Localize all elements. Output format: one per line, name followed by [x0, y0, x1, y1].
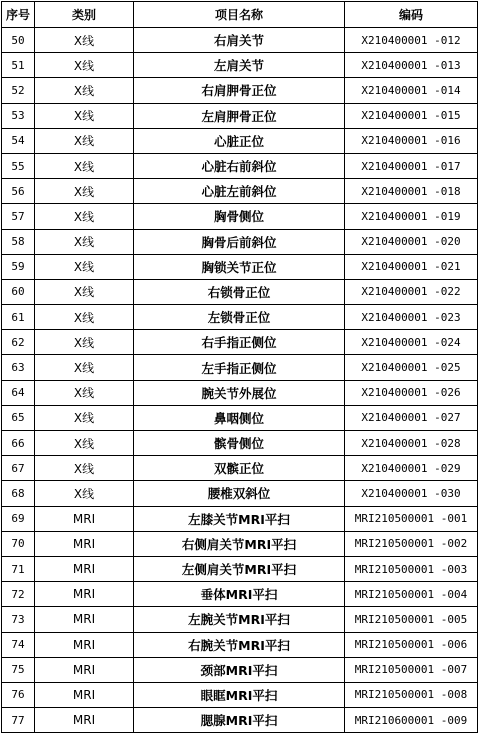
row-name-cell: 左手指正侧位 [134, 355, 345, 380]
row-seq-cell: 63 [2, 355, 35, 380]
table-row [2, 153, 478, 178]
row-name-cell: 胸骨侧位 [134, 204, 345, 229]
row-code-cell: X210400001 -030 [345, 481, 478, 506]
row-name-cell: 双髌正位 [134, 456, 345, 481]
table-row [2, 682, 478, 707]
row-code-cell: X210400001 -012 [345, 28, 478, 53]
row-code-cell: MRI210500001 -005 [345, 607, 478, 632]
row-code-cell: X210400001 -028 [345, 431, 478, 456]
row-code-cell: X210400001 -020 [345, 229, 478, 254]
row-name-cell: 左腕关节MRI平扫 [134, 607, 345, 632]
row-code-cell: X210400001 -017 [345, 153, 478, 178]
row-name-cell: 右肩胛骨正位 [134, 78, 345, 103]
row-category-cell: X线 [35, 456, 134, 481]
row-seq-cell: 51 [2, 53, 35, 78]
row-name-cell: 心脏右前斜位 [134, 153, 345, 178]
row-seq-cell: 55 [2, 153, 35, 178]
row-category-cell: X线 [35, 229, 134, 254]
row-category-cell: MRI [35, 632, 134, 657]
row-name-cell: 右手指正侧位 [134, 330, 345, 355]
table-row [2, 582, 478, 607]
row-category-cell: X线 [35, 179, 134, 204]
row-name-cell: 胸骨后前斜位 [134, 229, 345, 254]
table-row [2, 254, 478, 279]
table-row [2, 53, 478, 78]
header-seq: 序号 [2, 2, 35, 28]
table-row [2, 405, 478, 430]
row-category-cell: MRI [35, 556, 134, 581]
row-seq-cell: 68 [2, 481, 35, 506]
table-row [2, 506, 478, 531]
table-row [2, 179, 478, 204]
row-category-cell: MRI [35, 682, 134, 707]
row-seq-cell: 76 [2, 682, 35, 707]
row-category-cell: X线 [35, 380, 134, 405]
row-code-cell: X210400001 -026 [345, 380, 478, 405]
row-seq-cell: 75 [2, 657, 35, 682]
items-table [1, 1, 478, 733]
row-seq-cell: 61 [2, 305, 35, 330]
row-seq-cell: 65 [2, 405, 35, 430]
table-row [2, 305, 478, 330]
row-code-cell: X210400001 -021 [345, 254, 478, 279]
row-name-cell: 左侧肩关节MRI平扫 [134, 556, 345, 581]
row-seq-cell: 60 [2, 279, 35, 304]
row-code-cell: X210400001 -029 [345, 456, 478, 481]
row-name-cell: 左膝关节MRI平扫 [134, 506, 345, 531]
table-row [2, 657, 478, 682]
row-code-cell: X210400001 -022 [345, 279, 478, 304]
row-name-cell: 髌骨侧位 [134, 431, 345, 456]
row-seq-cell: 77 [2, 708, 35, 733]
row-name-cell: 右肩关节 [134, 28, 345, 53]
table-row [2, 556, 478, 581]
table-row [2, 78, 478, 103]
row-name-cell: 垂体MRI平扫 [134, 582, 345, 607]
row-name-cell: 腕关节外展位 [134, 380, 345, 405]
row-category-cell: MRI [35, 607, 134, 632]
table-row [2, 103, 478, 128]
row-name-cell: 心脏左前斜位 [134, 179, 345, 204]
row-code-cell: X210400001 -016 [345, 128, 478, 153]
row-seq-cell: 62 [2, 330, 35, 355]
row-category-cell: X线 [35, 279, 134, 304]
row-category-cell: X线 [35, 305, 134, 330]
row-seq-cell: 58 [2, 229, 35, 254]
row-name-cell: 腮腺MRI平扫 [134, 708, 345, 733]
table-row [2, 531, 478, 556]
row-seq-cell: 71 [2, 556, 35, 581]
row-category-cell: X线 [35, 78, 134, 103]
row-category-cell: X线 [35, 405, 134, 430]
table-row [2, 355, 478, 380]
header-code: 编码 [345, 2, 478, 28]
row-code-cell: MRI210500001 -002 [345, 531, 478, 556]
row-name-cell: 胸锁关节正位 [134, 254, 345, 279]
row-name-cell: 腰椎双斜位 [134, 481, 345, 506]
row-code-cell: X210400001 -024 [345, 330, 478, 355]
row-category-cell: X线 [35, 153, 134, 178]
table-row [2, 330, 478, 355]
row-code-cell: X210400001 -013 [345, 53, 478, 78]
row-code-cell: X210400001 -014 [345, 78, 478, 103]
row-seq-cell: 56 [2, 179, 35, 204]
table-row [2, 708, 478, 733]
row-name-cell: 右侧肩关节MRI平扫 [134, 531, 345, 556]
table-row [2, 229, 478, 254]
table-row [2, 28, 478, 53]
row-code-cell: MRI210500001 -004 [345, 582, 478, 607]
row-seq-cell: 73 [2, 607, 35, 632]
row-category-cell: MRI [35, 657, 134, 682]
row-category-cell: MRI [35, 506, 134, 531]
row-seq-cell: 66 [2, 431, 35, 456]
row-name-cell: 左肩关节 [134, 53, 345, 78]
row-category-cell: X线 [35, 28, 134, 53]
table-row [2, 279, 478, 304]
row-seq-cell: 69 [2, 506, 35, 531]
row-code-cell: X210400001 -015 [345, 103, 478, 128]
table-row [2, 128, 478, 153]
row-code-cell: X210400001 -018 [345, 179, 478, 204]
row-category-cell: MRI [35, 708, 134, 733]
row-category-cell: X线 [35, 128, 134, 153]
row-code-cell: MRI210500001 -006 [345, 632, 478, 657]
row-category-cell: MRI [35, 582, 134, 607]
row-code-cell: MRI210500001 -003 [345, 556, 478, 581]
table-row [2, 632, 478, 657]
row-seq-cell: 59 [2, 254, 35, 279]
row-category-cell: X线 [35, 53, 134, 78]
row-seq-cell: 57 [2, 204, 35, 229]
row-name-cell: 颈部MRI平扫 [134, 657, 345, 682]
row-code-cell: MRI210500001 -007 [345, 657, 478, 682]
row-name-cell: 左肩胛骨正位 [134, 103, 345, 128]
row-name-cell: 眼眶MRI平扫 [134, 682, 345, 707]
header-name: 项目名称 [134, 2, 345, 28]
header-category: 类别 [35, 2, 134, 28]
table-row [2, 431, 478, 456]
table-row [2, 456, 478, 481]
row-seq-cell: 53 [2, 103, 35, 128]
row-category-cell: MRI [35, 531, 134, 556]
row-seq-cell: 50 [2, 28, 35, 53]
row-seq-cell: 52 [2, 78, 35, 103]
row-category-cell: X线 [35, 355, 134, 380]
row-code-cell: X210400001 -023 [345, 305, 478, 330]
row-code-cell: MRI210500001 -001 [345, 506, 478, 531]
row-seq-cell: 64 [2, 380, 35, 405]
row-name-cell: 鼻咽侧位 [134, 405, 345, 430]
row-category-cell: X线 [35, 254, 134, 279]
row-category-cell: X线 [35, 204, 134, 229]
header-row [2, 2, 478, 28]
table-row [2, 380, 478, 405]
table-row [2, 607, 478, 632]
row-category-cell: X线 [35, 330, 134, 355]
row-category-cell: X线 [35, 103, 134, 128]
row-seq-cell: 72 [2, 582, 35, 607]
row-name-cell: 心脏正位 [134, 128, 345, 153]
row-category-cell: X线 [35, 481, 134, 506]
row-category-cell: X线 [35, 431, 134, 456]
row-code-cell: MRI210500001 -008 [345, 682, 478, 707]
row-name-cell: 左锁骨正位 [134, 305, 345, 330]
row-seq-cell: 70 [2, 531, 35, 556]
row-code-cell: MRI210600001 -009 [345, 708, 478, 733]
row-code-cell: X210400001 -019 [345, 204, 478, 229]
row-name-cell: 右锁骨正位 [134, 279, 345, 304]
row-seq-cell: 67 [2, 456, 35, 481]
row-code-cell: X210400001 -025 [345, 355, 478, 380]
row-seq-cell: 74 [2, 632, 35, 657]
row-code-cell: X210400001 -027 [345, 405, 478, 430]
table-row [2, 481, 478, 506]
row-name-cell: 右腕关节MRI平扫 [134, 632, 345, 657]
row-seq-cell: 54 [2, 128, 35, 153]
table-row [2, 204, 478, 229]
